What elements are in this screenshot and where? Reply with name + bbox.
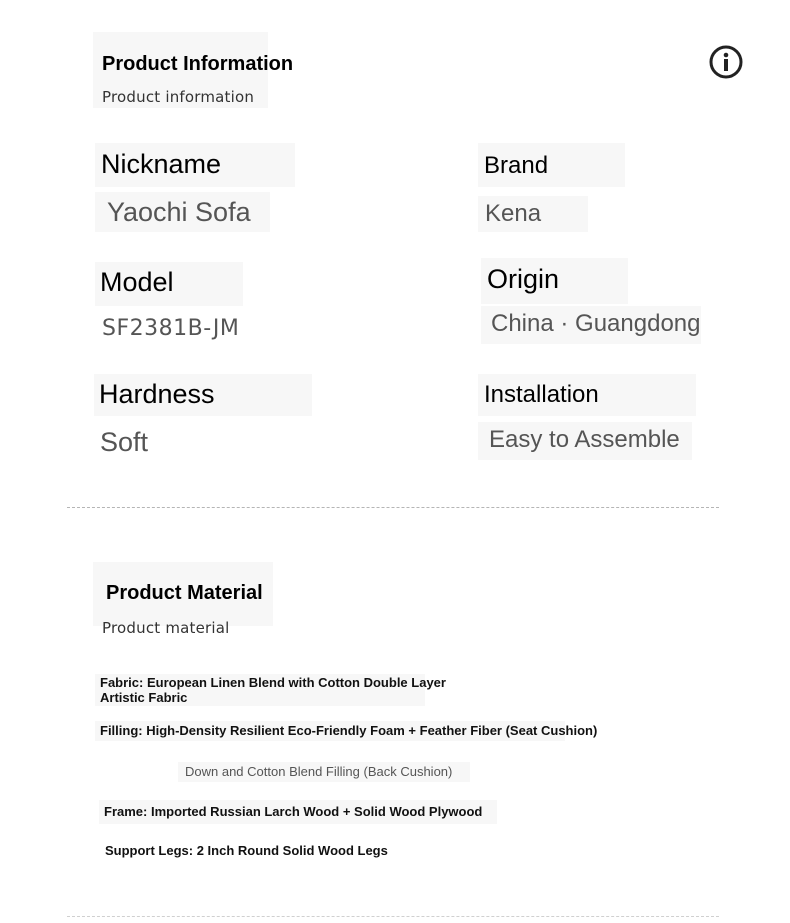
- installation-value: Easy to Assemble: [489, 426, 680, 453]
- brand-value: Kena: [485, 200, 542, 227]
- info-circle-icon[interactable]: [709, 45, 743, 79]
- frame-line: Frame: Imported Russian Larch Wood + Solid Wood Plywood: [104, 804, 483, 819]
- material-title: Product Material: [106, 582, 263, 604]
- origin-value: China · Guangdong: [491, 310, 701, 337]
- info-title: Product Information: [102, 53, 294, 75]
- installation-label: Installation: [484, 381, 599, 408]
- brand-label: Brand: [484, 152, 549, 179]
- legs-line: Support Legs: 2 Inch Round Solid Wood Legs: [105, 843, 388, 858]
- nickname-value: Yaochi Sofa: [107, 197, 251, 227]
- fabric-line-cont: Artistic Fabric: [100, 690, 188, 705]
- fabric-line: Fabric: European Linen Blend with Cotton Double Layer: [100, 675, 446, 690]
- material-subtitle: Product material: [102, 619, 230, 637]
- bottom-divider: [67, 916, 719, 917]
- back-cushion-line: Down and Cotton Blend Filling (Back Cushion): [185, 764, 453, 779]
- hardness-value: Soft: [100, 427, 149, 457]
- hardness-label: Hardness: [99, 379, 215, 409]
- nickname-label: Nickname: [101, 149, 222, 179]
- origin-label: Origin: [487, 264, 560, 294]
- model-value: SF2381B-JM: [102, 316, 240, 341]
- info-subtitle: Product information: [102, 88, 255, 106]
- section-divider: [67, 507, 719, 508]
- filling-line: Filling: High-Density Resilient Eco-Friendly Foam + Feather Fiber (Seat Cushion): [100, 723, 598, 738]
- model-label: Model: [100, 267, 174, 297]
